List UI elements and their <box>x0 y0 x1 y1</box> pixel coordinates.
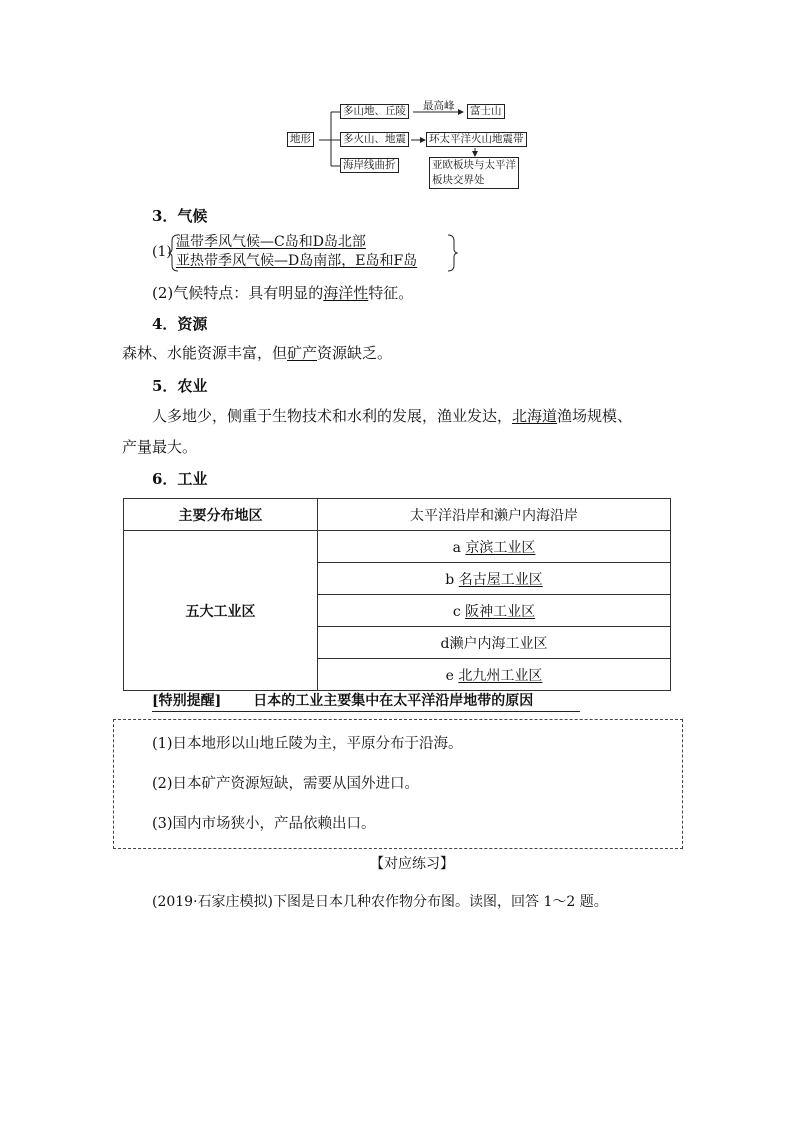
resources-text <box>122 343 392 363</box>
table-head-left: 主要分布地区 <box>124 499 318 531</box>
climate-item2 <box>152 283 413 303</box>
table-row-label: 五大工业区 <box>124 531 318 691</box>
diagram-target-fuji: 富士山 <box>467 104 505 119</box>
region-letter: a <box>452 539 461 556</box>
table-row <box>124 531 671 563</box>
industry-table <box>123 498 671 691</box>
reminder-item-2: (2)日本矿产资源短缺，需要从国外进口。 <box>152 776 420 792</box>
table-cell-region <box>318 659 671 691</box>
plate-line-2: 板块交界处 <box>432 174 485 186</box>
diagram-branch-mountains: 多山地、丘陵 <box>340 104 409 119</box>
region-letter: d <box>440 635 450 652</box>
diagram-plate-boundary <box>429 157 519 189</box>
reminder-title <box>152 690 580 712</box>
climate-item1-label: (1) <box>152 244 172 260</box>
practice-label: 【对应练习】 <box>370 856 454 872</box>
region-name: 濑户内海工业区 <box>449 635 548 652</box>
resources-prefix: 森林、水能资源丰富，但 <box>122 344 288 362</box>
plate-line-1: 亚欧板块与太平洋 <box>432 159 516 171</box>
climate-item2-suffix: 特征。 <box>368 284 414 302</box>
resources-key: 矿产 <box>287 344 318 362</box>
region-letter: c <box>452 603 461 620</box>
terrain-diagram <box>285 98 535 194</box>
reminder-heading: 日本的工业主要集中在太平洋沿岸地带的原因 <box>253 693 534 709</box>
agriculture-prefix: 人多地少，侧重于生物技术和水利的发展，渔业发达， <box>152 407 513 425</box>
region-name: 名古屋工业区 <box>458 571 543 588</box>
reminder-tag: [特别提醒] <box>152 693 222 709</box>
table-cell-region <box>318 595 671 627</box>
climate-temperate: 温带季风气候—C岛和D岛北部 <box>176 234 366 250</box>
resources-suffix: 资源缺乏。 <box>317 344 393 362</box>
resources-heading: 4．资源 <box>152 315 208 333</box>
agriculture-line2: 产量最大。 <box>122 438 198 456</box>
climate-subtropical: 亚热带季风气候—D岛南部，E岛和F岛 <box>176 253 418 269</box>
diagram-branch-volcanoes: 多火山、地震 <box>340 132 409 147</box>
agriculture-heading: 5．农业 <box>152 377 208 395</box>
practice-question: (2019·石家庄模拟)下图是日本几种农作物分布图。读图，回答 1～2 题。 <box>152 894 608 910</box>
region-name: 北九州工业区 <box>458 667 543 684</box>
reminder-box <box>113 719 683 849</box>
agriculture-suffix: 渔场规模、 <box>557 407 633 425</box>
table-cell-region <box>318 563 671 595</box>
climate-item2-prefix: (2)气候特点：具有明显的 <box>152 284 324 302</box>
region-name: 阪神工业区 <box>465 603 536 620</box>
reminder-item-1: (1)日本地形以山地丘陵为主，平原分布于沿海。 <box>152 736 463 752</box>
diagram-root: 地形 <box>287 132 314 147</box>
table-header-row <box>124 499 671 531</box>
diagram-target-ring-of-fire: 环太平洋火山地震带 <box>426 132 527 147</box>
industry-heading: 6．工业 <box>152 470 208 488</box>
agriculture-key: 北海道 <box>512 407 558 425</box>
table-head-right: 太平洋沿岸和濑户内海沿岸 <box>318 499 671 531</box>
diagram-arrow-label: 最高峰 <box>423 100 455 112</box>
region-name: 京滨工业区 <box>465 539 536 556</box>
table-cell-region <box>318 627 671 659</box>
climate-item2-key: 海洋性 <box>323 284 369 302</box>
agriculture-line1 <box>152 406 632 426</box>
reminder-item-3: (3)国内市场狭小，产品依赖出口。 <box>152 816 376 832</box>
diagram-branch-coastline: 海岸线曲折 <box>340 158 399 173</box>
region-letter: e <box>445 667 454 684</box>
region-letter: b <box>445 571 455 588</box>
climate-heading: 3．气候 <box>152 207 208 225</box>
table-cell-region <box>318 531 671 563</box>
